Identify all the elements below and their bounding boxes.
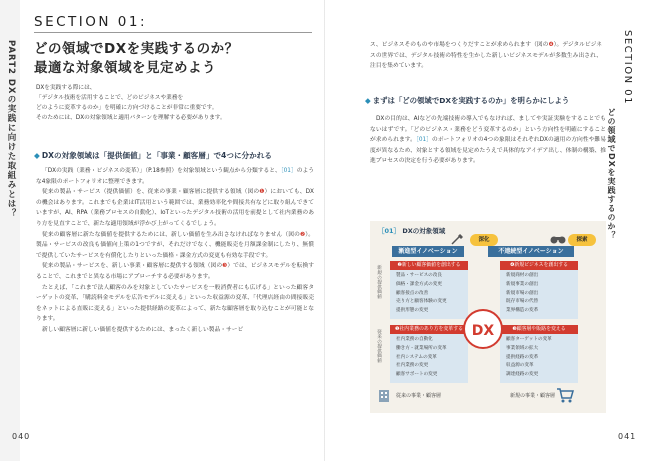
quadrant-list (396, 272, 447, 316)
paragraph (36, 325, 314, 336)
quadrant-1 (390, 325, 468, 383)
main-title-line-2: 最適な対象領域を見定めよう (34, 60, 216, 76)
quadrant-item: 調達経路の変更 (506, 372, 539, 378)
stamp-explore: 探索 (568, 234, 596, 246)
left-body (36, 166, 314, 336)
paragraph-text: たとえば、「これまで法人顧客のみを対象としていたサービスを一般消費者にも広げる」といった顧客ターゲットの変革、「購読料金モデルを広告モデルに変える」といった収益源の変革、「代理店経由の間接販売をネットによる直販に変える」といった提供経路の変革によって、新たな顧客層を取り込むことが可能となります。 (36, 284, 314, 323)
column-head-incremental: 漸進型イノベーション (392, 246, 464, 257)
quadrant-head: ❷新しい顧客価値を創出する (390, 261, 468, 270)
page-number-right: 041 (618, 432, 637, 441)
quadrant-item: 価格・課金方式の変更 (396, 281, 442, 287)
intro-text (36, 83, 236, 123)
paragraph-text: ス、ビジネスそのものや市場をつくりだすことが求められます（図の (370, 42, 549, 48)
office-building-icon (376, 387, 392, 403)
paragraph-text: ）では、ビジネスモデルを転換することで、これまでと異なる市場にアプローチする必要があります。 (36, 263, 315, 280)
main-title-line-1: どの領域でDXを実践するのか？ (34, 41, 239, 57)
diamond-icon: ◆ (34, 151, 40, 160)
paragraph-text: 従来の製品・サービス（提供価値）を、従来の事業・顧客層に提供する領域（図の (42, 189, 260, 196)
quadrant-item: 社内業務の変更 (396, 363, 429, 369)
quadrant-item: 新規商材の創出 (506, 273, 539, 278)
section-title-vertical: SECTION 01 (622, 30, 633, 105)
quadrant-item: 収益源の変革 (506, 363, 534, 369)
quadrant-list (506, 272, 538, 316)
paragraph-text: ）においても、DXの機会はあります。これまでも企業はIT活用という範囲では、業務効率化や間接共有などに取り組んできていますが、AI、RPA（業務プロセスの自動化）、IoTといったデジタル技術の活用を前提として社内業務のあり方を見直すことで、新たな適用領域が浮かび上がってくるでしょう。 (36, 189, 314, 227)
paragraph-text: ）。製品・サービスの改良も価値向上策の1つですが、それだけでなく、機能販売を月額課金制にしたり、無償で提供していたサービスを有償化したりといった価格・課金方式の変更も有効な手段です。 (36, 231, 315, 259)
quadrant-item: 既存市場の代替 (506, 299, 539, 305)
figure-ref: ［01］ (415, 137, 433, 144)
diagram-title-text: DXの対象領域 (402, 227, 446, 235)
quadrant-item: 顧客接点の改善 (396, 290, 429, 296)
figure-ref: ❹ (548, 42, 554, 48)
quadrant-list (506, 336, 552, 380)
quadrant-item: 社内業務の自動化 (396, 337, 433, 342)
quadrant-item: 提供経路の変革 (506, 354, 539, 360)
paragraph-text: 従来の製品・サービスを、新しい事業・顧客層に提供する領域（図の (42, 263, 223, 270)
section-title: SECTION 01: (34, 14, 147, 30)
left-heading (34, 150, 272, 161)
paragraph-text: ）。デジタルビジネスの世界では、デジタル技術の特性を生かした新しいビジネスモデルが多数生み出され、注目を集めています。 (370, 42, 603, 70)
paragraph (36, 261, 314, 282)
dx-center: DX (463, 309, 503, 349)
title-divider (34, 32, 312, 33)
intro-line: どのように変革するのか」を明確に方向づけることが非常に重要です。 (36, 105, 218, 111)
paragraph-text: 「DXの実践（業務・ビジネスの変革）」（P.18参照）を対象領域という観点から分類すると、 (42, 168, 281, 174)
quadrant-item: 業界構造の変革 (506, 308, 539, 314)
figure-ref: ❸ (222, 263, 228, 270)
quadrant-item: 働き方・就業場所の変革 (396, 345, 447, 351)
quadrant-list (396, 336, 447, 380)
axis-label-existing-value: 従来の提供価値 (376, 329, 381, 363)
paragraph-text: のような4象限のポートフォリオに整理できます。 (36, 168, 314, 185)
figure-ref: ❶ (259, 189, 265, 196)
diagram-number: ［01］ (378, 227, 401, 235)
intro-line: そのためには、DXの対象領域と適用パターンを理解する必要があります。 (36, 115, 226, 121)
quadrant-3 (500, 325, 578, 383)
quadrant-2 (390, 261, 468, 319)
quadrant-item: 新規事業の創出 (506, 281, 539, 287)
shovel-icon (450, 233, 464, 245)
main-title (34, 40, 239, 78)
quadrant-4 (500, 261, 578, 319)
quadrant-item: 顧客サポートの変更 (396, 372, 438, 378)
paragraph-text: DXの目的は、AIなどの先端技術の導入でもなければ、ましてや実証実験をすることでもないはずです。「どのビジネス・業務をどう変革するのか」という方向性を明確にすることが求められます。 (370, 116, 606, 144)
title-vertical-1: どの領域でDXを実践するのか？ (607, 108, 616, 240)
stamp-deepen: 深化 (470, 234, 498, 246)
paragraph (36, 283, 314, 325)
quadrant-item: 事業領域の拡大 (506, 345, 539, 351)
quadrant-head: ❹新規ビジネスを創出する (500, 261, 578, 270)
axis-label-new-customers: 新規の事業・顧客層 (510, 393, 556, 399)
quadrant-item: 製品・サービスの改良 (396, 273, 442, 278)
right-body (370, 114, 606, 167)
figure-ref: ❷ (300, 231, 306, 238)
quadrant-item: 売り方と顧客体験の変更 (396, 299, 447, 305)
quadrant-item: 社内システムの変革 (396, 354, 437, 360)
dx-portfolio-diagram (370, 221, 606, 413)
paragraph (370, 114, 606, 167)
quadrant-item: 顧客ターゲットの変革 (506, 337, 552, 342)
intro-line: 「デジタル技術を活用することで、どのビジネスや業務を (36, 95, 184, 101)
right-top-body (370, 40, 602, 72)
diagram-title (378, 226, 445, 235)
quadrant-item: 提供形態の変更 (396, 308, 429, 314)
paragraph (36, 230, 314, 262)
column-head-discontinuous: 不連続型イノベーション (488, 246, 574, 257)
left-heading-text: DXの対象領域は「提供価値」と「事業・顧客層」で4つに分かれる (41, 151, 272, 160)
right-heading (365, 95, 569, 106)
quadrant-head: ❸顧客層や販路を変える (500, 325, 578, 334)
axis-label-existing-customers: 従来の事業・顧客層 (396, 393, 442, 399)
page-number-left: 040 (12, 432, 31, 441)
paragraph (36, 187, 314, 229)
axis-label-new-value: 新規の提供価値 (376, 265, 381, 299)
intro-line: DXを実践する際には、 (36, 85, 96, 91)
quadrant-item: 新規市場の創出 (506, 290, 539, 296)
paragraph (36, 166, 314, 187)
paragraph-text: 従来の顧客層に新たな価値を提供するためには、新しい価値を生み出さなければなりません（図の (42, 231, 300, 238)
paragraph (370, 40, 602, 72)
paragraph-text: のポートフォリオの4つの象限はそれぞれDXの適用の方向性や難易度が異なるため、対象とする領域を見定めたうえで具体的なアイデア出し、体制の構築、推進プロセスの決定を行う必要があります。 (370, 137, 606, 165)
figure-ref: ［01］ (280, 168, 297, 174)
quadrant-head: ❶社内業務のあり方を変革する (390, 325, 468, 334)
shopping-cart-icon (556, 387, 574, 403)
binoculars-icon (550, 233, 566, 245)
part-label: PART2 DXの実践に向けた取組みとは？ (6, 40, 16, 218)
paragraph-text: 新しい顧客層に新しい価値を提供するためには、まったく新しい製品・サービ (42, 326, 244, 333)
diamond-icon: ◆ (365, 96, 371, 105)
right-heading-text: まずは「どの領域でDXを実践するのか」を明らかにしよう (372, 96, 570, 105)
